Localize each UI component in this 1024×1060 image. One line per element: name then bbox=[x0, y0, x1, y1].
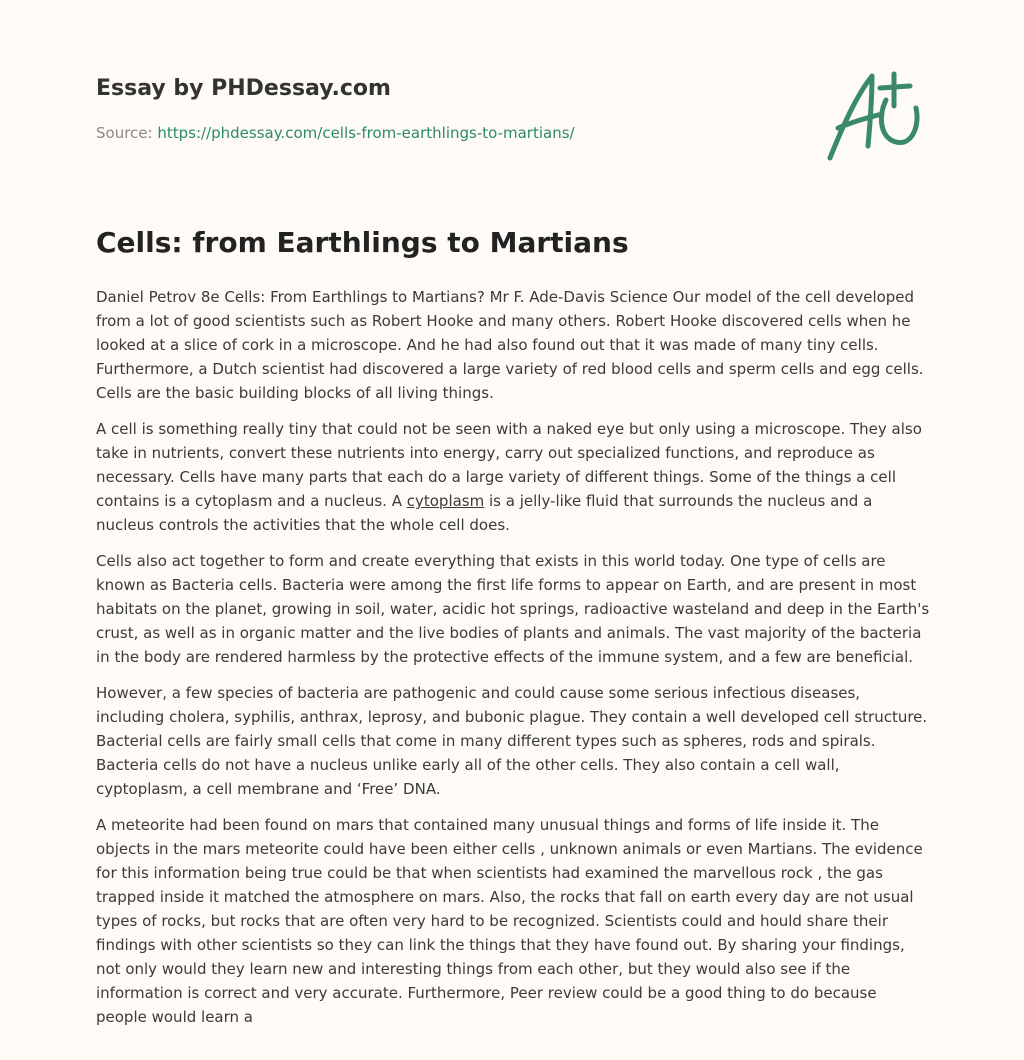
paragraph-1: Daniel Petrov 8e Cells: From Earthlings to Martians? Mr F. Ade-Davis Science Our model of the cell developed from a lot of good scientists such as Robert Hooke and many others. Robert Hooke discovered cells when he looked at a slice of cork in a microscope. And he had also found out that it was made of many tiny cells. Furthermore, a Dutch scientist had discovered a large variety of red blood cells and sperm cells and egg cells. Cells are the basic building blocks of all living things. bbox=[96, 288, 924, 402]
paragraph-3: Cells also act together to form and create everything that exists in this world today. One type of cells are known as Bacteria cells. Bacteria were among the first life forms to appear on Earth, and are present in most habitats on the planet, growing in soil, water, acidic hot springs, radioactive wasteland and deep in the Earth's crust, as well as in organic matter and the live bodies of plants and animals. The vast majority of the bacteria in the body are rendered harmless by the protective effects of the immune system, and a few are beneficial. bbox=[96, 552, 930, 666]
paragraph-5: A meteorite had been found on mars that contained many unusual things and forms of life inside it. The objects in the mars meteorite could have been either cells , unknown animals or even Martians. The evidence for this information being true could be that when scientists had examined the marvellous rock , the gas trapped inside it matched the atmosphere on mars. Also, the rocks that fall on earth every day are not usual types of rocks, but rocks that are often very hard to be recognized. Scientists could and hould share their findings with other scientists so they can link the things that they have found out. By sharing your findings, not only would they learn new and interesting things from each other, but they would also see if the information is correct and very accurate. Furthermore, Peer review could be a good thing to do because people would learn a bbox=[96, 816, 923, 1026]
paragraph-2-text-b: is a jelly-like fluid that surrounds the nucleus and a nucleus controls the activities that the whole cell does. bbox=[96, 492, 873, 534]
site-brand: Essay by PHDessay.com bbox=[96, 76, 391, 101]
a-plus-grade-icon bbox=[820, 66, 928, 166]
source-link[interactable]: https://phdessay.com/cells-from-earthlings-to-martians/ bbox=[157, 124, 575, 142]
essay-body bbox=[96, 285, 932, 1041]
source-line bbox=[96, 124, 575, 142]
paragraph-2-text-a: A cell is something really tiny that could not be seen with a naked eye but only using a microscope. They also take in nutrients, convert these nutrients into energy, carry out specialized functions, and reproduce as necessary. Cells have many parts that each do a large variety of different things. Some of the things a cell contains is a cytoplasm and a nucleus. A bbox=[96, 420, 922, 510]
cytoplasm-link[interactable]: cytoplasm bbox=[406, 492, 485, 510]
paragraph-4: However, a few species of bacteria are pathogenic and could cause some serious infectious diseases, including cholera, syphilis, anthrax, leprosy, and bubonic plague. They contain a well developed cell structure. Bacterial cells are fairly small cells that come in many different types such as spheres, rods and spirals. Bacteria cells do not have a nucleus unlike early all of the other cells. They also contain a cell wall, cyptoplasm, a cell membrane and ‘Free’ DNA. bbox=[96, 684, 928, 798]
essay-title: Cells: from Earthlings to Martians bbox=[96, 226, 629, 259]
source-label: Source: bbox=[96, 124, 153, 142]
paragraph-2 bbox=[96, 417, 932, 537]
